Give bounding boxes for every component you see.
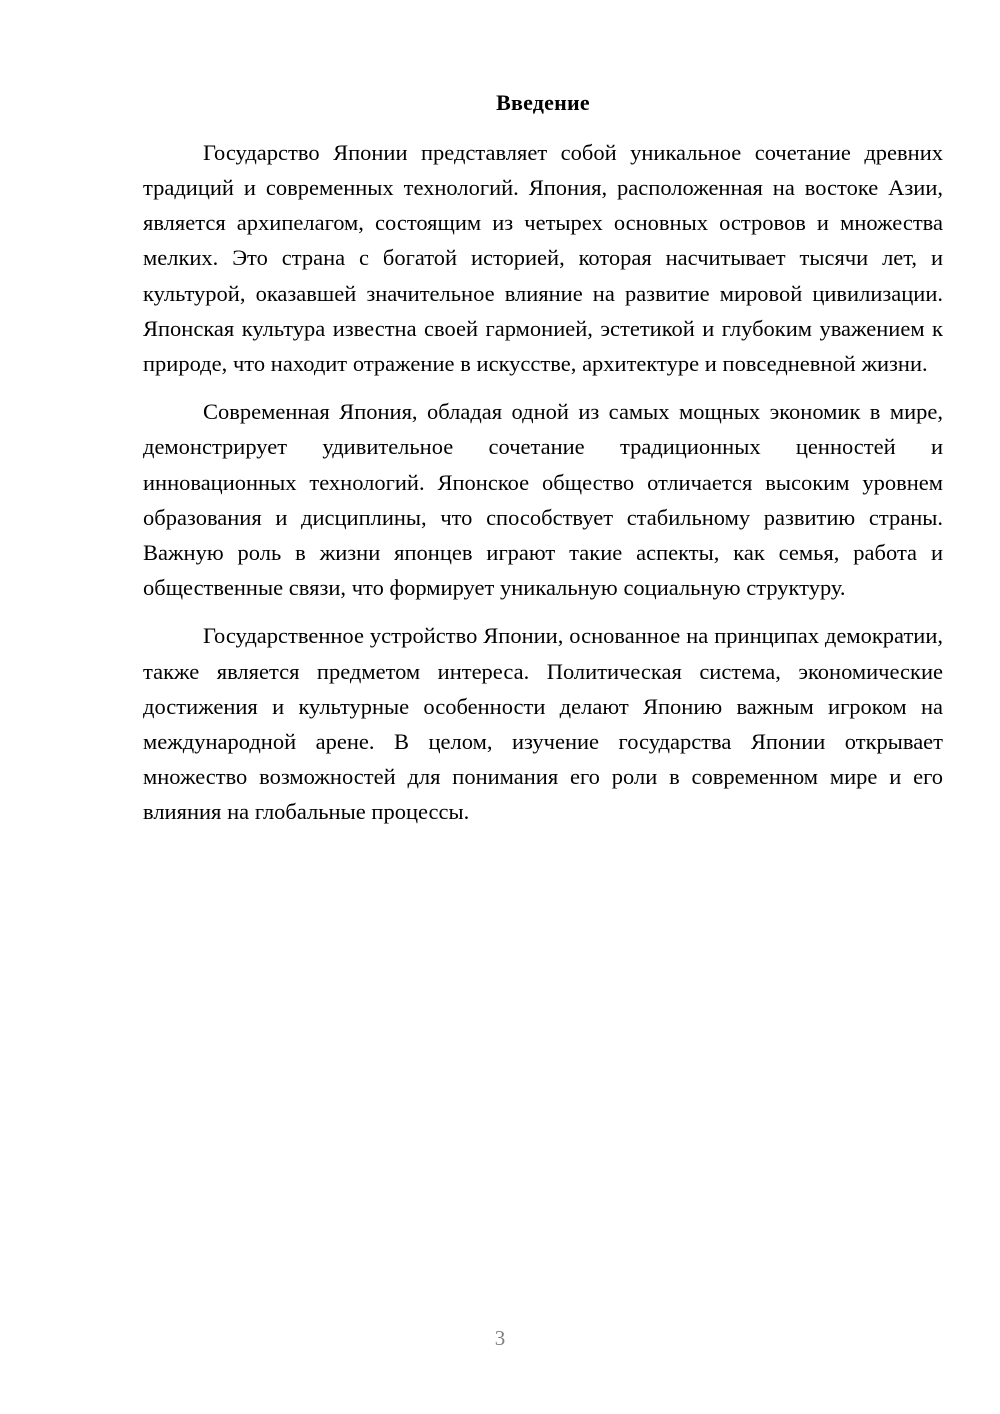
body-paragraph: Государственное устройство Японии, основанное на принципах демократии, также является предметом интереса. Политическая система, экономические достижения и культурные особенности делают Японию важным игроком на международной арене. В целом, изучение государства Японии открывает множество возможностей для понимания его роли в современном мире и его влияния на глобальные процессы. [143,623,943,825]
body-paragraph: Государство Японии представляет собой уникальное сочетание древних традиций и современных технологий. Япония, расположенная на востоке Азии, является архипелагом, состоящим из четырех основных островов и множества мелких. Это страна с богатой историей, которая насчитывает тысячи лет, и культурой, оказавшей значительное влияние на развитие мировой цивилизации. Японская культура известна своей гармонией, эстетикой и глубоким уважением к природе, что находит отражение в искусстве, архитектуре и повседневной жизни. [143,139,943,376]
document-content [143,88,943,830]
page-number: 3 [494,1326,506,1350]
page-title: Введение [496,90,590,115]
body-paragraph: Современная Япония, обладая одной из самых мощных экономик в мире, демонстрирует удивительное сочетание традиционных ценностей и инновационных технологий. Японское общество отличается высоким уровнем образования и дисциплины, что способствует стабильному развитию страны. Важную роль в жизни японцев играют такие аспекты, как семья, работа и общественные связи, что формирует уникальную социальную структуру. [143,399,943,601]
